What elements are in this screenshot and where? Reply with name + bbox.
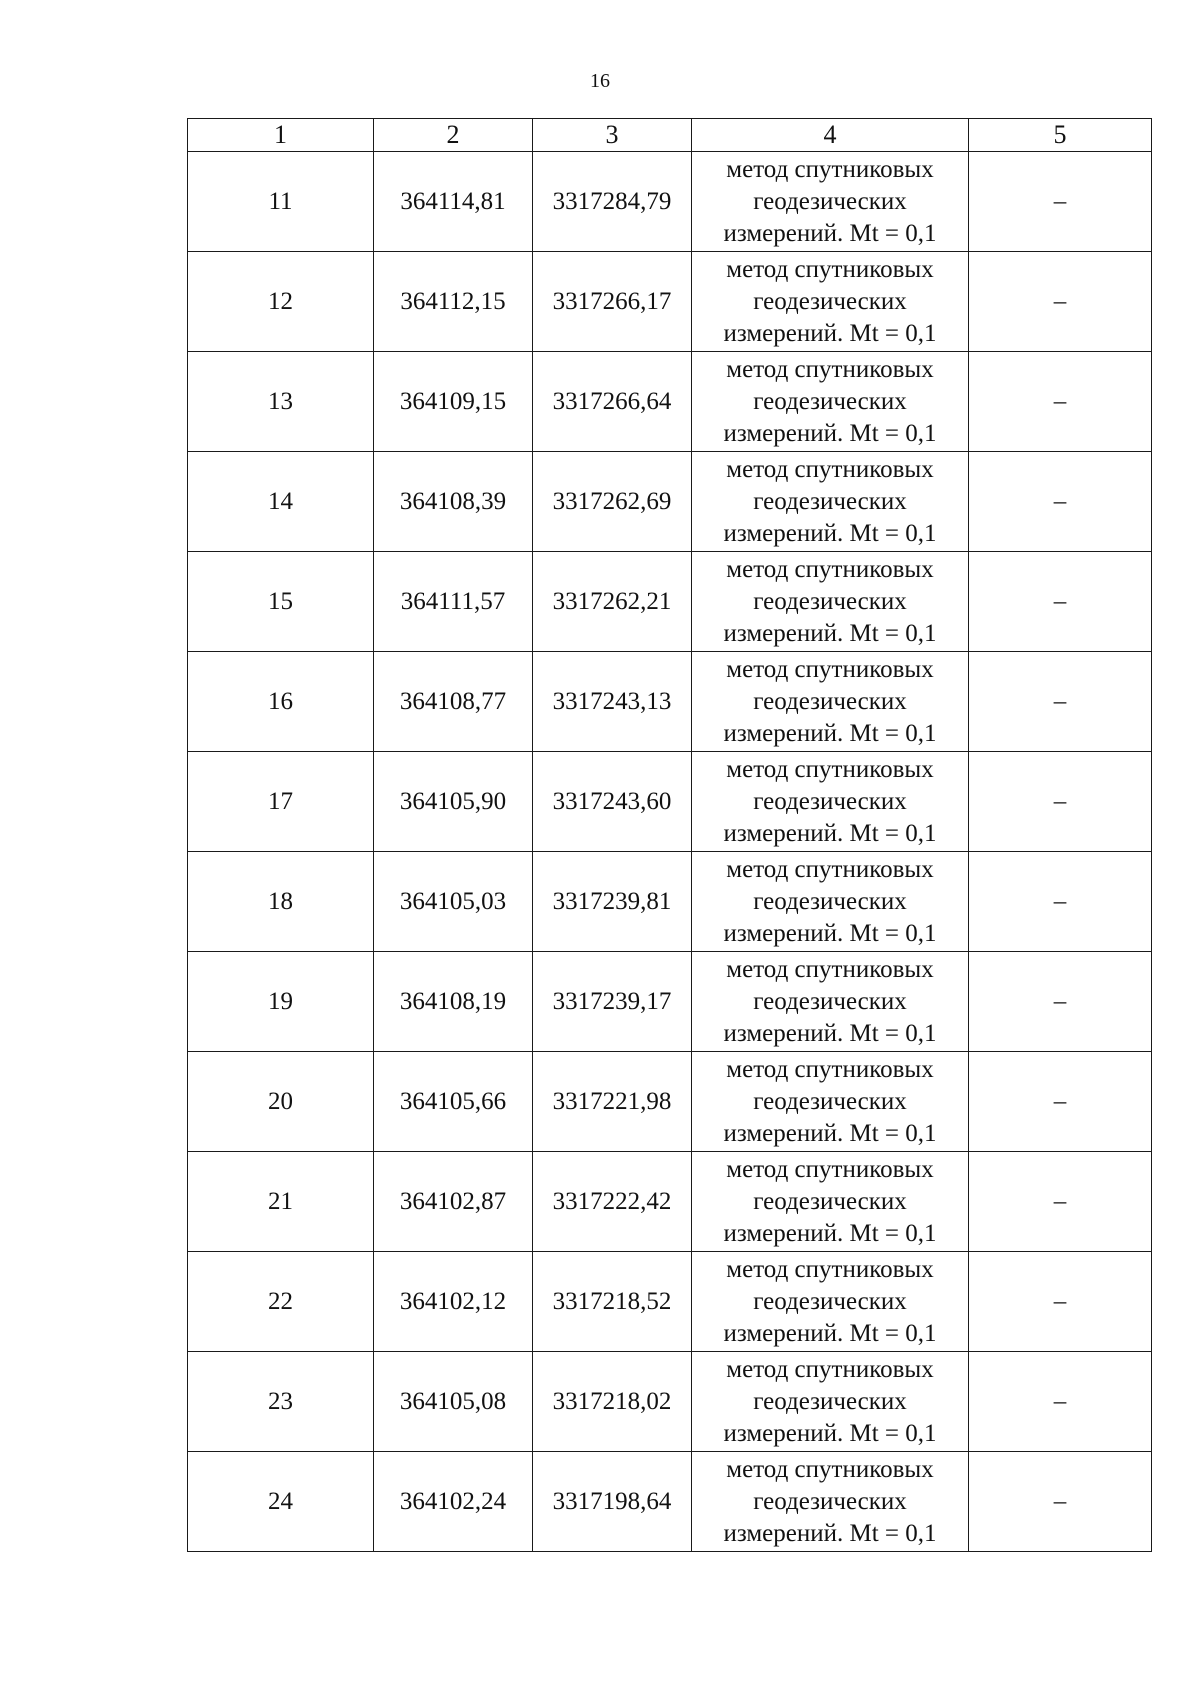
column-header-3: 3 (533, 119, 692, 152)
method-description (692, 952, 969, 1052)
method-line-1: метод спутниковых (726, 855, 934, 883)
coordinate-x: 364102,87 (374, 1152, 533, 1252)
point-number: 21 (188, 1152, 374, 1252)
method-line-2: геодезических (753, 1387, 907, 1415)
point-number: 24 (188, 1452, 374, 1552)
coordinate-x: 364112,15 (374, 252, 533, 352)
method-line-2: геодезических (753, 487, 907, 515)
coordinate-x: 364102,24 (374, 1452, 533, 1552)
coordinate-x: 364108,77 (374, 652, 533, 752)
note-cell: – (969, 852, 1152, 952)
method-line-3: измерений. Mt = 0,1 (723, 219, 937, 247)
method-description (692, 752, 969, 852)
method-line-1: метод спутниковых (726, 1155, 934, 1183)
table-row (188, 1152, 1152, 1252)
method-line-3: измерений. Mt = 0,1 (723, 1019, 937, 1047)
point-number: 23 (188, 1352, 374, 1452)
method-description (692, 452, 969, 552)
point-number: 17 (188, 752, 374, 852)
method-line-3: измерений. Mt = 0,1 (723, 1519, 937, 1547)
point-number: 14 (188, 452, 374, 552)
note-cell: – (969, 552, 1152, 652)
page-number: 16 (590, 70, 610, 92)
method-line-1: метод спутниковых (726, 755, 934, 783)
method-line-3: измерений. Mt = 0,1 (723, 919, 937, 947)
column-header-1: 1 (188, 119, 374, 152)
method-line-1: метод спутниковых (726, 1455, 934, 1483)
column-header-4: 4 (692, 119, 969, 152)
note-cell: – (969, 952, 1152, 1052)
coordinate-y: 3317239,81 (533, 852, 692, 952)
point-number: 16 (188, 652, 374, 752)
method-line-2: геодезических (753, 987, 907, 1015)
method-line-2: геодезических (753, 287, 907, 315)
method-description (692, 1352, 969, 1452)
method-line-3: измерений. Mt = 0,1 (723, 619, 937, 647)
method-line-3: измерений. Mt = 0,1 (723, 419, 937, 447)
coordinate-y: 3317222,42 (533, 1152, 692, 1252)
point-number: 15 (188, 552, 374, 652)
note-cell: – (969, 252, 1152, 352)
note-cell: – (969, 452, 1152, 552)
method-line-3: измерений. Mt = 0,1 (723, 1419, 937, 1447)
method-line-1: метод спутниковых (726, 555, 934, 583)
table-header-row (188, 119, 1152, 152)
point-number: 12 (188, 252, 374, 352)
note-cell: – (969, 1352, 1152, 1452)
method-line-3: измерений. Mt = 0,1 (723, 319, 937, 347)
point-number: 11 (188, 152, 374, 252)
coordinate-y: 3317262,21 (533, 552, 692, 652)
method-line-1: метод спутниковых (726, 455, 934, 483)
method-description (692, 1252, 969, 1352)
method-description (692, 152, 969, 252)
method-line-2: геодезических (753, 787, 907, 815)
method-line-1: метод спутниковых (726, 1355, 934, 1383)
note-cell: – (969, 752, 1152, 852)
column-header-2: 2 (374, 119, 533, 152)
coordinate-x: 364105,66 (374, 1052, 533, 1152)
table-row (188, 1452, 1152, 1552)
method-line-3: измерений. Mt = 0,1 (723, 819, 937, 847)
note-cell: – (969, 152, 1152, 252)
method-description (692, 552, 969, 652)
note-cell: – (969, 1152, 1152, 1252)
method-line-2: геодезических (753, 1087, 907, 1115)
coordinate-y: 3317243,60 (533, 752, 692, 852)
method-description (692, 1152, 969, 1252)
coordinate-y: 3317239,17 (533, 952, 692, 1052)
method-description (692, 852, 969, 952)
point-number: 19 (188, 952, 374, 1052)
method-description (692, 252, 969, 352)
method-line-1: метод спутниковых (726, 155, 934, 183)
table-row (188, 352, 1152, 452)
method-line-1: метод спутниковых (726, 1055, 934, 1083)
method-line-1: метод спутниковых (726, 1255, 934, 1283)
coordinate-x: 364102,12 (374, 1252, 533, 1352)
method-line-1: метод спутниковых (726, 355, 934, 383)
method-line-2: геодезических (753, 887, 907, 915)
table-row (188, 752, 1152, 852)
method-line-3: измерений. Mt = 0,1 (723, 1119, 937, 1147)
table-row (188, 852, 1152, 952)
method-description (692, 1052, 969, 1152)
table-row (188, 152, 1152, 252)
coordinate-x: 364105,03 (374, 852, 533, 952)
method-line-2: геодезических (753, 187, 907, 215)
coordinate-x: 364114,81 (374, 152, 533, 252)
coordinate-y: 3317266,64 (533, 352, 692, 452)
coordinate-y: 3317218,52 (533, 1252, 692, 1352)
column-header-5: 5 (969, 119, 1152, 152)
point-number: 13 (188, 352, 374, 452)
coordinate-x: 364111,57 (374, 552, 533, 652)
note-cell: – (969, 652, 1152, 752)
coordinate-x: 364108,39 (374, 452, 533, 552)
method-description (692, 652, 969, 752)
method-line-2: геодезических (753, 687, 907, 715)
note-cell: – (969, 1452, 1152, 1552)
method-line-3: измерений. Mt = 0,1 (723, 719, 937, 747)
coordinates-table (187, 118, 1152, 1552)
method-line-1: метод спутниковых (726, 955, 934, 983)
table-row (188, 1052, 1152, 1152)
method-description (692, 352, 969, 452)
note-cell: – (969, 1252, 1152, 1352)
method-line-2: геодезических (753, 587, 907, 615)
coordinate-y: 3317243,13 (533, 652, 692, 752)
method-line-1: метод спутниковых (726, 255, 934, 283)
coordinate-y: 3317218,02 (533, 1352, 692, 1452)
method-line-2: геодезических (753, 387, 907, 415)
method-line-1: метод спутниковых (726, 655, 934, 683)
coordinate-x: 364108,19 (374, 952, 533, 1052)
method-line-2: геодезических (753, 1487, 907, 1515)
coordinate-x: 364105,08 (374, 1352, 533, 1452)
coordinate-y: 3317198,64 (533, 1452, 692, 1552)
table-row (188, 252, 1152, 352)
point-number: 22 (188, 1252, 374, 1352)
method-line-2: геодезических (753, 1187, 907, 1215)
method-line-3: измерений. Mt = 0,1 (723, 519, 937, 547)
table-row (188, 652, 1152, 752)
method-line-2: геодезических (753, 1287, 907, 1315)
coordinate-x: 364105,90 (374, 752, 533, 852)
table-row (188, 552, 1152, 652)
table-row (188, 452, 1152, 552)
coordinate-y: 3317221,98 (533, 1052, 692, 1152)
coordinate-y: 3317284,79 (533, 152, 692, 252)
coordinate-y: 3317262,69 (533, 452, 692, 552)
note-cell: – (969, 352, 1152, 452)
point-number: 20 (188, 1052, 374, 1152)
method-description (692, 1452, 969, 1552)
method-line-3: измерений. Mt = 0,1 (723, 1319, 937, 1347)
table-row (188, 952, 1152, 1052)
method-line-3: измерений. Mt = 0,1 (723, 1219, 937, 1247)
coordinate-x: 364109,15 (374, 352, 533, 452)
table-row (188, 1252, 1152, 1352)
point-number: 18 (188, 852, 374, 952)
coordinate-y: 3317266,17 (533, 252, 692, 352)
table-row (188, 1352, 1152, 1452)
note-cell: – (969, 1052, 1152, 1152)
